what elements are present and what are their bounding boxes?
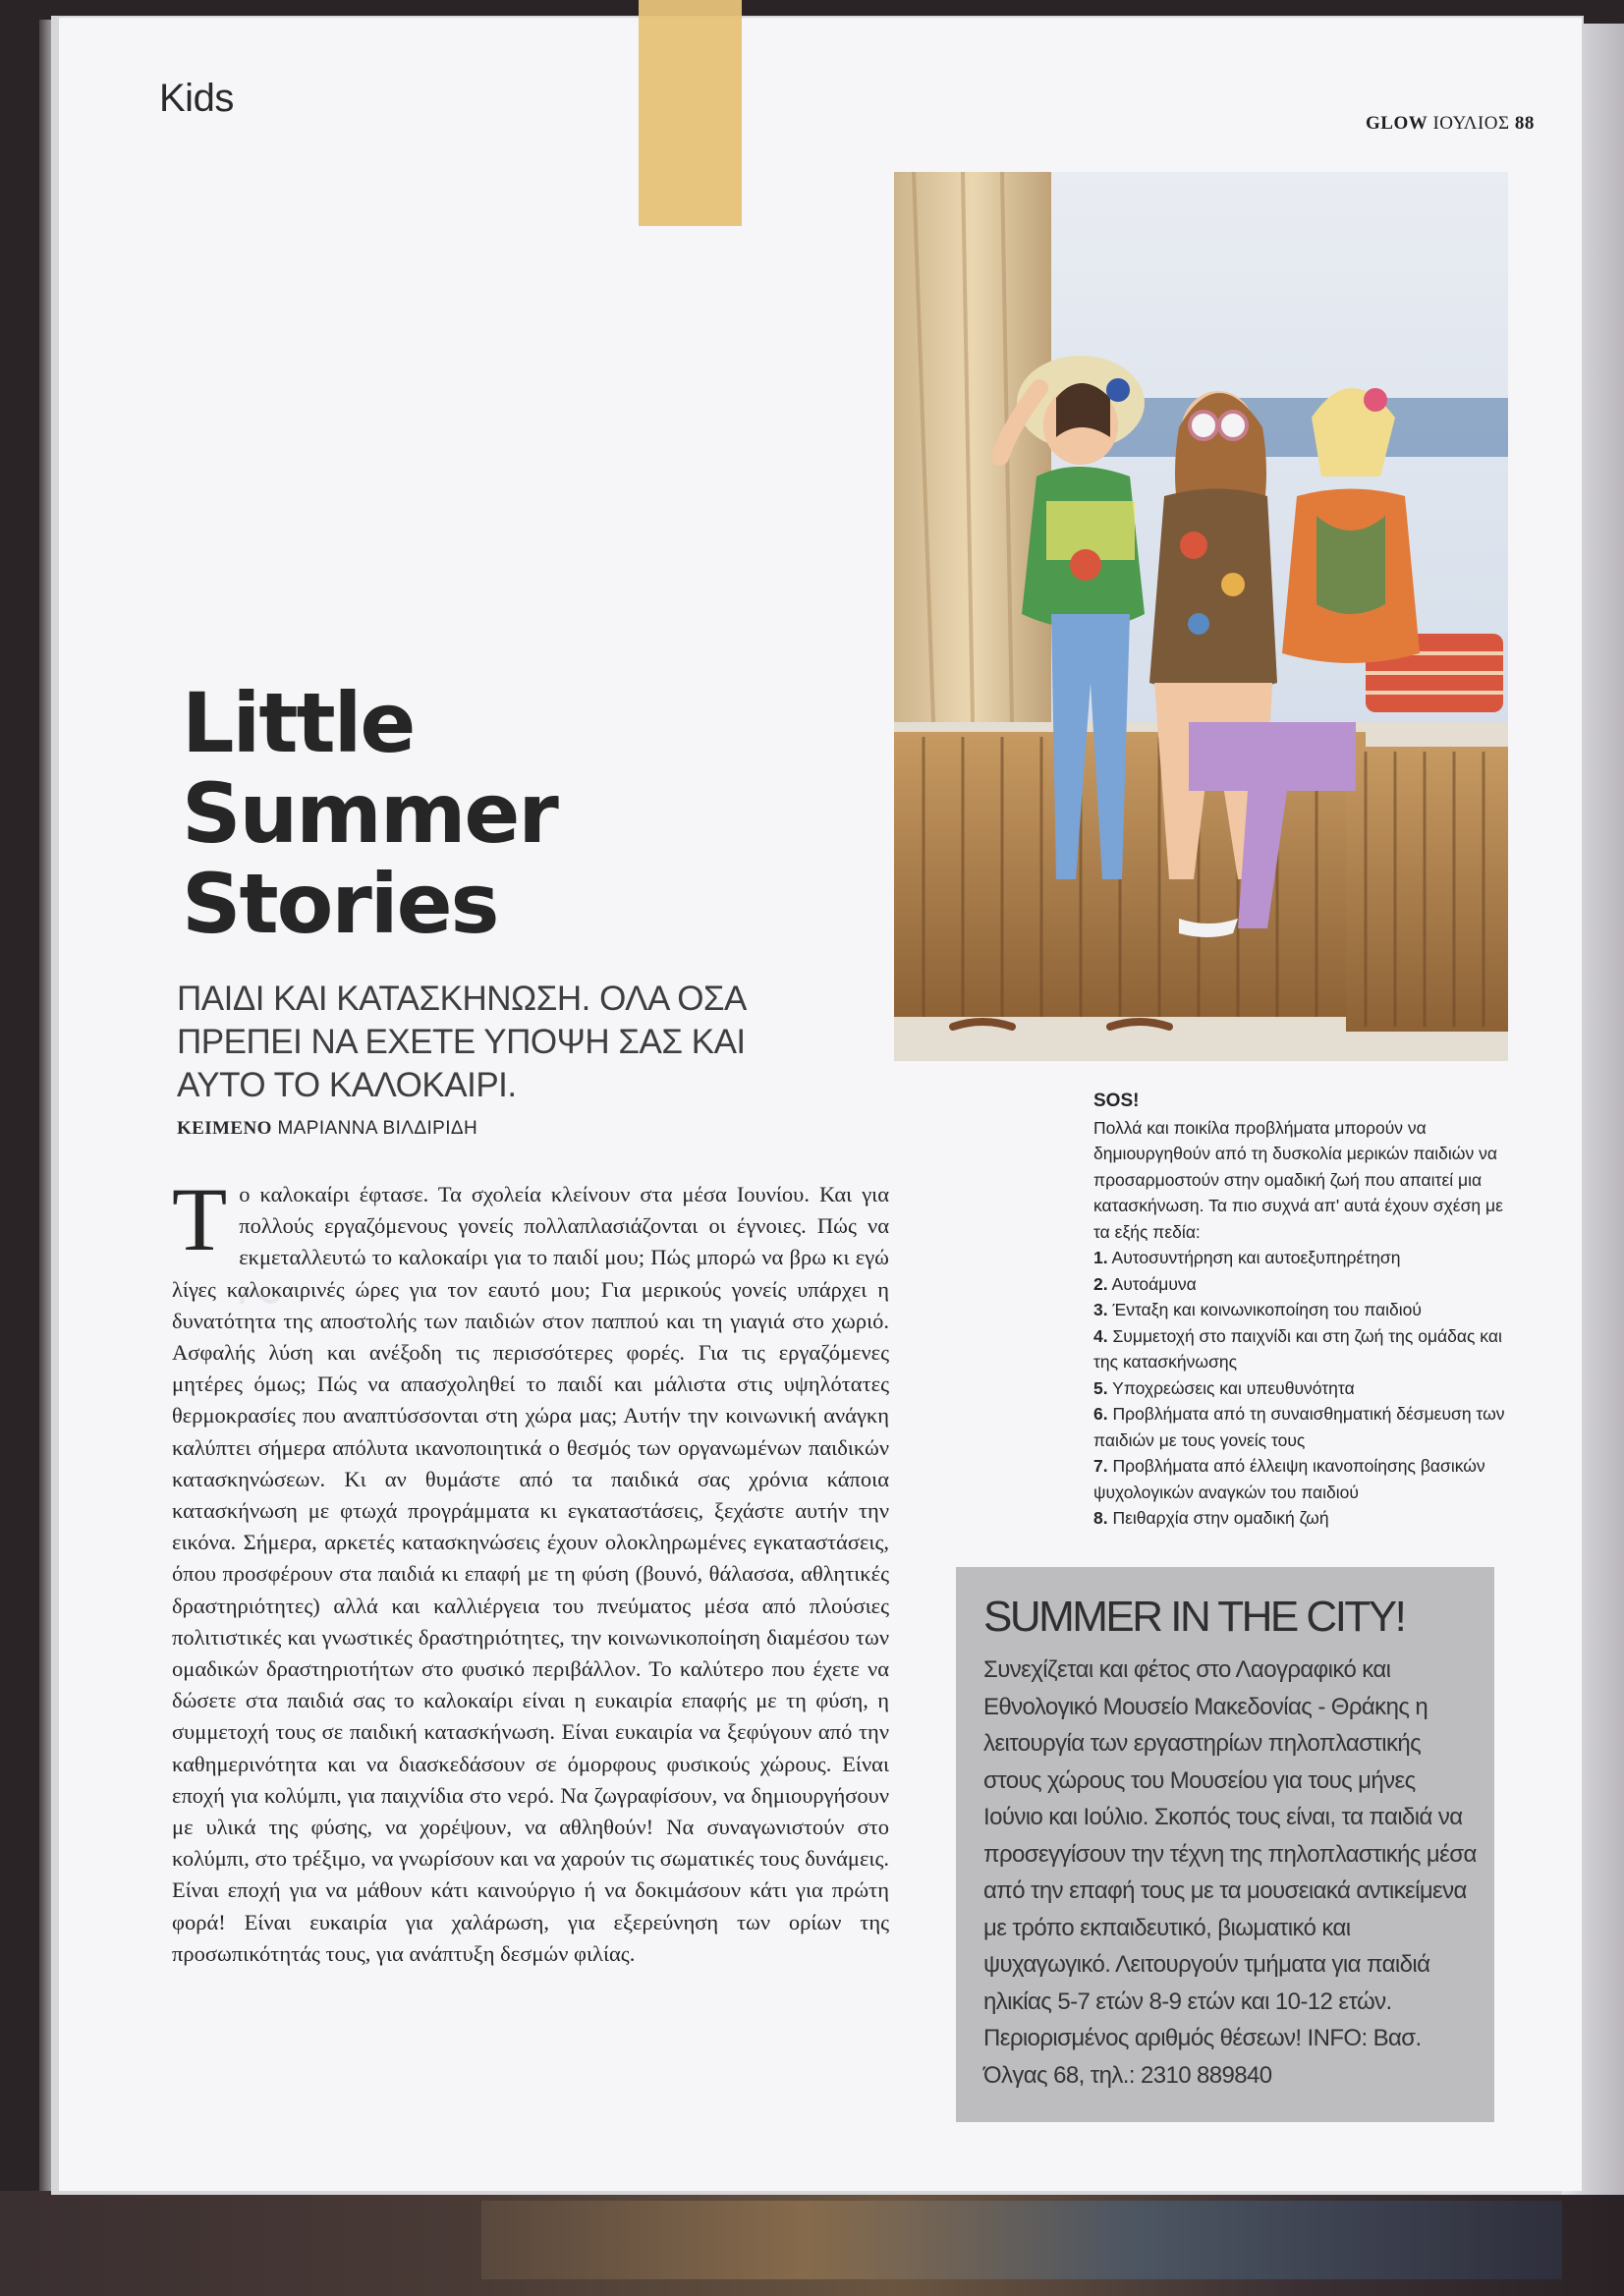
kids-photo bbox=[894, 172, 1508, 1061]
article-subtitle-line: ΑΥΤΟ ΤΟ ΚΑΛΟΚΑΙΡΙ. bbox=[177, 1066, 517, 1104]
sos-list-item bbox=[1093, 1245, 1506, 1271]
adhesive-tape bbox=[639, 0, 742, 226]
sos-intro: Πολλά και ποικίλα προβλήματα μπορούν να δημιουργηθούν από τη δυσκολία μερικών παιδιών να προσαρμοστούν στην ομαδική ζωή που απαιτεί μια κατασκήνωση. Τα πιο συχνά απ' αυτά έχουν σχέση με τα εξής πεδία: bbox=[1093, 1117, 1503, 1242]
sos-item-text: Αυτοάμυνα bbox=[1111, 1273, 1197, 1294]
folio-issue: ΙΟΥΛΙΟΣ bbox=[1432, 113, 1510, 134]
folio-brand: GLOW bbox=[1366, 113, 1428, 134]
summer-in-the-city-box bbox=[956, 1567, 1494, 2122]
article-subtitle bbox=[177, 978, 786, 1107]
sos-list-item bbox=[1093, 1505, 1506, 1532]
sos-item-text: Πειθαρχία στην ομαδική ζωή bbox=[1112, 1508, 1329, 1528]
sos-item-number: 4. bbox=[1093, 1325, 1108, 1346]
sos-sidebar bbox=[1093, 1089, 1506, 1532]
scan-background-strip bbox=[481, 2201, 1562, 2279]
article-body bbox=[172, 1169, 889, 1970]
article-body-text: ο καλοκαίρι έφτασε. Τα σχολεία κλείνουν στα μέσα Ιουνίου. Και για πολλούς εργαζόμενους γονείς πολλαπλασιάζονται οι έγνοιες. Πώς να εκμεταλλευτώ το καλοκαίρι για το παιδί μου; Πώς μπορώ να βρω κι εγώ λίγες καλοκαιρινές ώρες για τον εαυτό μου; Για μερικούς γονείς υπάρχει η δυνατότητα της αποστολής των παιδιών στον παππού και τη γιαγιά στο χωριό. Ασφαλής λύση και ανέξοδη τις περισσότερες φορές. Για τις εργαζόμενες μητέρες όμως; Πώς να απασχοληθεί το παιδί και μάλιστα στις υψηλότατες θερμοκρασίες που αναπτύσσονται στη χώρα μας; Αυτήν την κοινωνική ανάγκη καλύπτει σήμερα απόλυτα ικανοποιητικά ο θεσμός των οργανωμένων παιδικών κατασκηνώσεων. Κι αν θυμάστε από τα παιδικά σας χρόνια κάποια κατασκήνωση με φτωχά προγράμματα κι εγκαταστάσεις, ξεχάστε αυτήν την εικόνα. Σήμερα, αρκετές κατασκηνώσεις έχουν ολοκληρωμένες εγκαταστάσεις, όπου προσφέρουν στα παιδιά κι επαφή με τη φύση (βουνό, θάλασσα, αθλητικές δραστηριότητες) αλλά και καλλιέργεια του πνεύματος μέσα από πλούσιες πολιτιστικές και γνωστικές δραστηριότητες, την κοινωνικοποίηση διαμέσου των ομαδικών δραστηριοτήτων στο φυσικό περιβάλλον. Το καλύτερο που έχετε να δώσετε στα παιδιά σας το καλοκαίρι είναι η ευκαιρία επαφής με τη φύση, η συμμετοχή τους σε παιδική κατασκήνωση. Είναι ευκαιρία να ξεφύγουν από την καθημερινότητα και να διασκεδάσουν σε όμορφους φυσικούς χώρους. Είναι εποχή για κολύμπι, για παιχνίδια στο νερό. Να ζωγραφίσουν, να δημιουργήσουν με υλικά της φύσης, να χορέψουν, να αθληθούν! Να συναγωνιστούν στο κολύμπι, στο τρέξιμο, να γνωρίσουν και να χαρούν τις σωματικές τους δυνάμεις. Είναι εποχή για να μάθουν κάτι καινούργιο ή να δοκιμάσουν κάτι για πρώτη φορά! Είναι ευκαιρία για χαλάρωση, για εξερεύνηση των ορίων της προσωπικότητάς τους, για ανάπτυξη δεσμών φιλίας. bbox=[172, 1182, 889, 1966]
sos-list-item bbox=[1093, 1453, 1506, 1505]
sos-item-number: 6. bbox=[1093, 1404, 1108, 1424]
summer-box-text: Συνεχίζεται και φέτος στο Λαογραφικό και Εθνολογικό Μουσείο Μακεδονίας - Θράκης η λειτουργία των εργαστηρίων πηλοπλαστικής στους χώρους του Μουσείου για τους μήνες Ιούνιο και Ιούλιο. Σκοπός τους είναι, τα παιδιά να προσεγγίσουν την τέχνη της πηλοπλαστικής μέσα από την επαφή τους με τα μουσειακά αντικείμενα με τρόπο εκπαιδευτικό, βιωματικό και ψυχαγωγικό. Λειτουργούν τμήματα για παιδιά ηλικίας 5-7 ετών 8-9 ετών και 10-12 ετών. Περιορισμένος αριθμός θέσεων! INFO: Βασ. Όλγας 68, τηλ.: 2310 889840 bbox=[983, 1656, 1477, 2089]
sos-item-number: 2. bbox=[1093, 1273, 1108, 1294]
byline bbox=[177, 1118, 477, 1140]
drop-cap: Τ bbox=[172, 1169, 228, 1269]
sos-item-text: Προβλήματα από τη συναισθηματική δέσμευση των παιδιών με τους γονείς τους bbox=[1093, 1404, 1505, 1450]
sos-item-text: Ένταξη και κοινωνικοποίηση του παιδιού bbox=[1112, 1300, 1422, 1319]
sos-item-number: 3. bbox=[1093, 1300, 1108, 1319]
summer-box-title: SUMMER IN THE CITY! bbox=[983, 1593, 1405, 1641]
section-label: Kids bbox=[159, 77, 234, 120]
article-title-line: Summer bbox=[182, 765, 557, 862]
article-title-line: Stories bbox=[182, 856, 498, 952]
sos-item-number: 8. bbox=[1093, 1508, 1108, 1528]
sos-list-item bbox=[1093, 1323, 1506, 1375]
article-subtitle-line: ΠΡΕΠΕΙ ΝΑ ΕΧΕΤΕ ΥΠΟΨΗ ΣΑΣ ΚΑΙ bbox=[177, 1023, 746, 1061]
sos-item-text: Συμμετοχή στο παιχνίδι και στη ζωή της ομάδας και της κατασκήνωσης bbox=[1093, 1325, 1502, 1372]
byline-label: ΚΕΙΜΕΝΟ bbox=[177, 1118, 272, 1139]
sos-item-text: Υποχρεώσεις και υπευθυνότητα bbox=[1112, 1377, 1355, 1398]
sos-list-item bbox=[1093, 1271, 1506, 1298]
byline-author: ΜΑΡΙΑΝΝΑ ΒΙΛΔΙΡΙΔΗ bbox=[277, 1118, 478, 1139]
article-title-line: Little bbox=[182, 675, 415, 771]
sos-item-number: 1. bbox=[1093, 1248, 1108, 1267]
sos-item-number: 5. bbox=[1093, 1377, 1108, 1398]
sos-list-item bbox=[1093, 1375, 1506, 1402]
sos-list bbox=[1093, 1245, 1506, 1532]
article-subtitle-line: ΠΑΙΔΙ ΚΑΙ ΚΑΤΑΣΚΗΝΩΣΗ. ΟΛΑ ΟΣΑ bbox=[177, 980, 747, 1018]
sos-item-number: 7. bbox=[1093, 1456, 1108, 1476]
article-title bbox=[182, 675, 693, 952]
sos-item-text: Προβλήματα από έλλειψη ικανοποίησης βασικών ψυχολογικών αναγκών του παιδιού bbox=[1093, 1456, 1485, 1502]
folio-page-number: 88 bbox=[1514, 113, 1535, 134]
kids-photo-illustration bbox=[894, 172, 1508, 1061]
show-through-text: ~ bbox=[236, 1248, 284, 1345]
sos-item-text: Αυτοσυντήρηση και αυτοεξυπηρέτηση bbox=[1111, 1248, 1401, 1267]
sos-list-item bbox=[1093, 1401, 1506, 1453]
page-folio bbox=[1366, 113, 1535, 135]
sos-list-item bbox=[1093, 1297, 1506, 1323]
sos-title: SOS! bbox=[1093, 1091, 1140, 1111]
